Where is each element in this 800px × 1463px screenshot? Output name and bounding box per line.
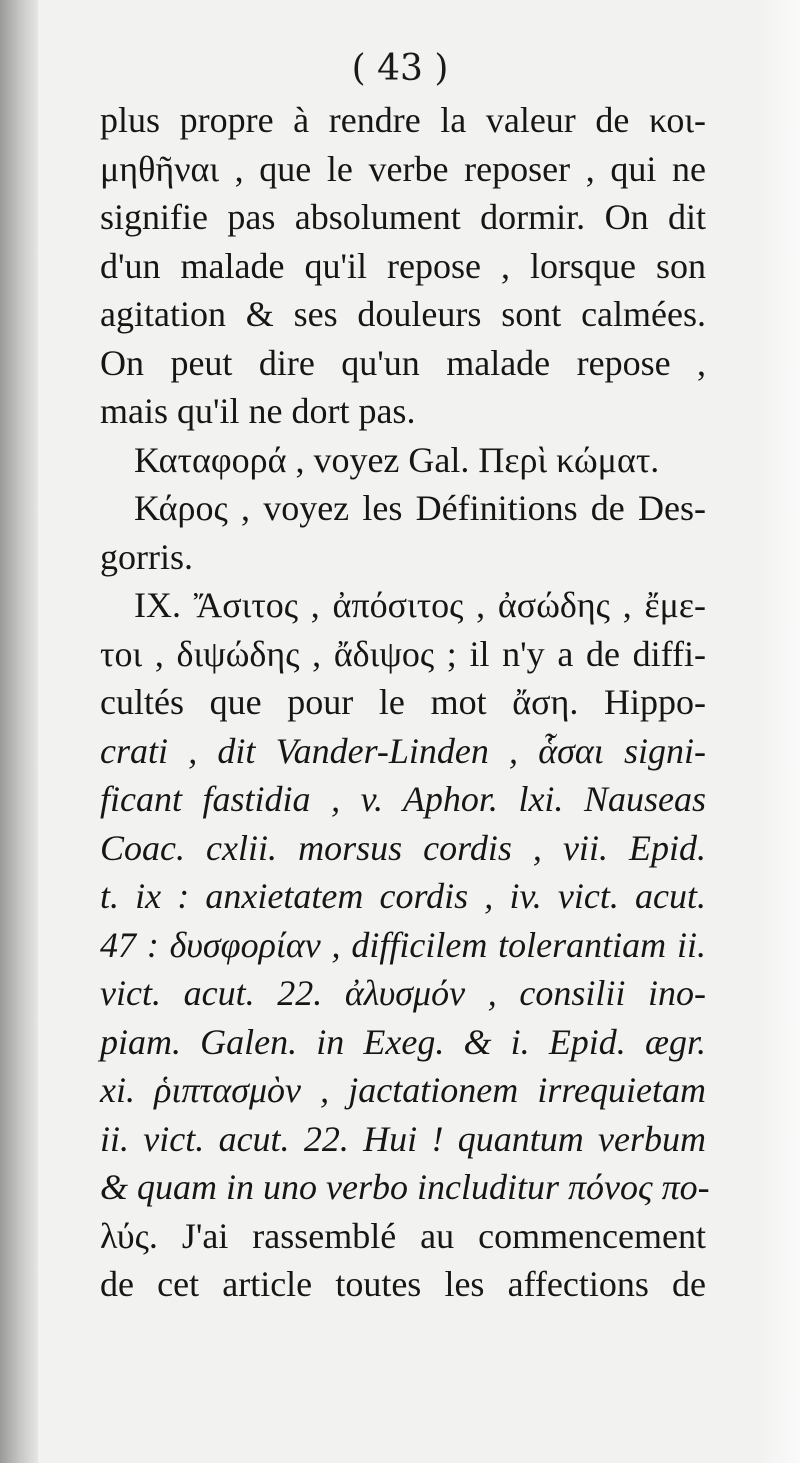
body-text — [100, 96, 710, 1309]
page-number: ( 43 ) — [351, 48, 449, 89]
text-line: λύς. J'ai rassemblé au commencement — [100, 1215, 706, 1256]
text-line: signifie pas absolument dormir. On dit — [100, 197, 706, 237]
text-line: mais qu'il ne dort pas. — [100, 391, 416, 431]
text-line: plus propre à rendre la valeur de κοι- — [100, 100, 706, 140]
scan-edge-right — [760, 0, 800, 1463]
text-line: de cet article toutes les affections de — [100, 1264, 706, 1304]
text-line: μηθῆναι , que le verbe reposer , qui ne — [100, 148, 706, 189]
text-line: gorris. — [100, 536, 193, 577]
text-line: piam. Galen. in Exeg. & i. Epid. ægr. — [100, 1021, 706, 1062]
scan-edge-left — [0, 0, 38, 1463]
text-line: crati , dit Vander-Linden , ἇσαι signi- — [100, 730, 706, 771]
text-line: 47 : δυσφορίαν , difficilem tolerantiam ii. — [100, 924, 706, 965]
text-line: vict. acut. 22. ἀλυσμόν , consilii ino- — [100, 973, 706, 1013]
text-line: agitation & ses douleurs sont calmées. — [100, 294, 706, 334]
text-line: τοι , διψώδης , ἄδιψος ; il n'y a de diffi- — [100, 633, 706, 674]
text-line: Coac. cxlii. morsus cordis , vii. Epid. — [100, 827, 706, 868]
text-line: & quam in uno verbo includitur πόνος πο- — [100, 1167, 710, 1207]
text-line: Κάρος , voyez les Définitions de Des- — [134, 488, 706, 528]
text-line: d'un malade qu'il repose , lorsque son — [100, 245, 706, 286]
text-line: Καταφορά , voyez Gal. Περὶ κώματ. — [134, 439, 660, 480]
text-line: ii. vict. acut. 22. Hui ! quantum verbum — [100, 1118, 706, 1159]
text-line: IX. Ἄσιτος , ἀπόσιτος , ἀσώδης , ἔμε- — [134, 585, 706, 625]
text-line: xi. ῥιπτασμὸν , jactationem irrequietam — [100, 1070, 706, 1110]
text-line: t. ix : anxietatem cordis , iv. vict. acut. — [100, 876, 706, 916]
text-line: cultés que pour le mot ἄση. Hippo- — [100, 682, 706, 722]
text-line: On peut dire qu'un malade repose , — [100, 342, 706, 383]
text-line: ficant fastidia , v. Aphor. lxi. Nauseas — [100, 779, 706, 819]
